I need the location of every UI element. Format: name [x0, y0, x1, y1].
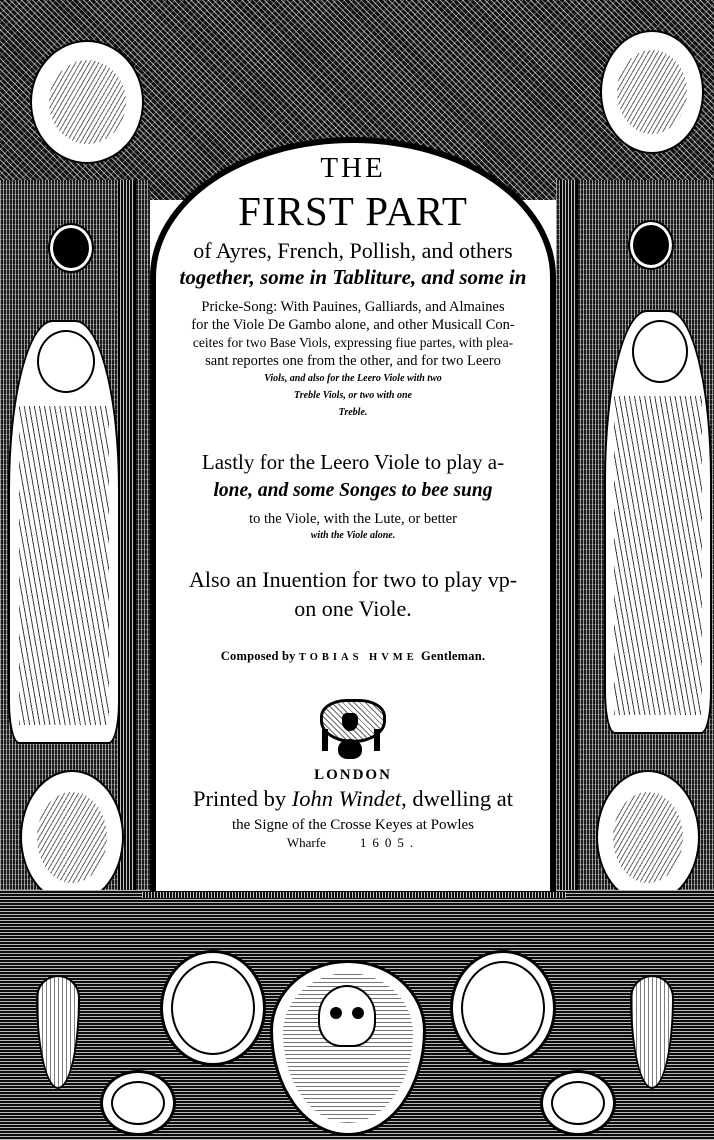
imprint-printer-name: Iohn Windet — [291, 786, 402, 811]
composer-line — [150, 649, 556, 664]
subtitle-line-8: Treble Viols, or two with one — [294, 390, 412, 401]
left-column-fluting — [118, 180, 136, 900]
lastly-line-1: Lastly for the Leero Viole to play a- — [201, 450, 505, 474]
subtitle-line-3: Pricke-Song: With Pauines, Galliards, and Almaines — [201, 299, 505, 315]
invention-line-2: on one Viole. — [294, 596, 412, 621]
composer-name: TOBIAS HVME — [298, 652, 418, 663]
subtitle-line-4: for the Viole De Gambo alone, and other Musicall Con- — [191, 317, 515, 333]
left-column-roundel-icon — [50, 225, 92, 271]
subtitle-line-7: Viols, and also for the Leero Viole with two — [264, 373, 442, 384]
title-the: THE — [320, 152, 386, 184]
scroll-left-icon — [160, 950, 266, 1066]
subtitle-line-2: together, some in Tabliture, and some in — [179, 265, 527, 289]
putto-top-left-icon — [30, 40, 144, 164]
subtitle-line-5: ceites for two Base Viols, expressing fiue partes, with plea- — [192, 335, 514, 350]
invention-line-1: Also an Inuention for two to play vp- — [188, 567, 518, 592]
device-flower-icon — [338, 739, 362, 759]
imprint-wharf: Wharfe — [286, 835, 326, 850]
lastly-line-4: with the Viole alone. — [310, 530, 396, 541]
imprint-printed-suffix: , dwelling at — [401, 786, 513, 811]
composer-suffix: Gentleman. — [421, 649, 486, 663]
device-tassel-left — [322, 729, 328, 751]
putto-bottom-left-icon — [20, 770, 124, 904]
device-tassel-right — [374, 729, 380, 751]
title-first-part: FIRST PART — [238, 188, 468, 234]
female-figure-right-icon — [604, 310, 712, 734]
scroll-lower-left-icon — [100, 1070, 176, 1136]
skull-crossbones-icon — [318, 985, 376, 1047]
putto-top-right-icon — [600, 30, 704, 154]
scroll-lower-right-icon — [540, 1070, 616, 1136]
imprint-printed-by — [150, 786, 556, 812]
subtitle-line-1: of Ayres, French, Pollish, and others — [193, 238, 513, 263]
composer-prefix: Composed by — [220, 649, 296, 663]
lastly-line-2: lone, and some Songes to bee sung — [213, 480, 493, 501]
imprint-year: 1605. — [359, 835, 420, 850]
female-figure-left-icon — [8, 320, 120, 744]
right-column-roundel-icon — [630, 222, 672, 268]
putto-bottom-right-icon — [596, 770, 700, 904]
subtitle-line-9: Treble. — [338, 407, 368, 418]
imprint-city: LONDON — [314, 767, 392, 783]
lastly-line-3: to the Viole, with the Lute, or better — [249, 511, 457, 527]
imprint-wharf-year — [150, 835, 556, 851]
subtitle-line-6: sant reportes one from the other, and for two Leero — [205, 353, 501, 369]
printers-device-icon — [316, 695, 386, 761]
scroll-right-icon — [450, 950, 556, 1066]
device-shield-icon — [342, 713, 358, 731]
imprint-printed-prefix: Printed by — [193, 786, 292, 811]
imprint-sign-line: the Signe of the Crosse Keyes at Powles — [231, 817, 475, 833]
right-column-fluting — [560, 180, 578, 900]
panel-bottom-rule — [142, 892, 566, 898]
